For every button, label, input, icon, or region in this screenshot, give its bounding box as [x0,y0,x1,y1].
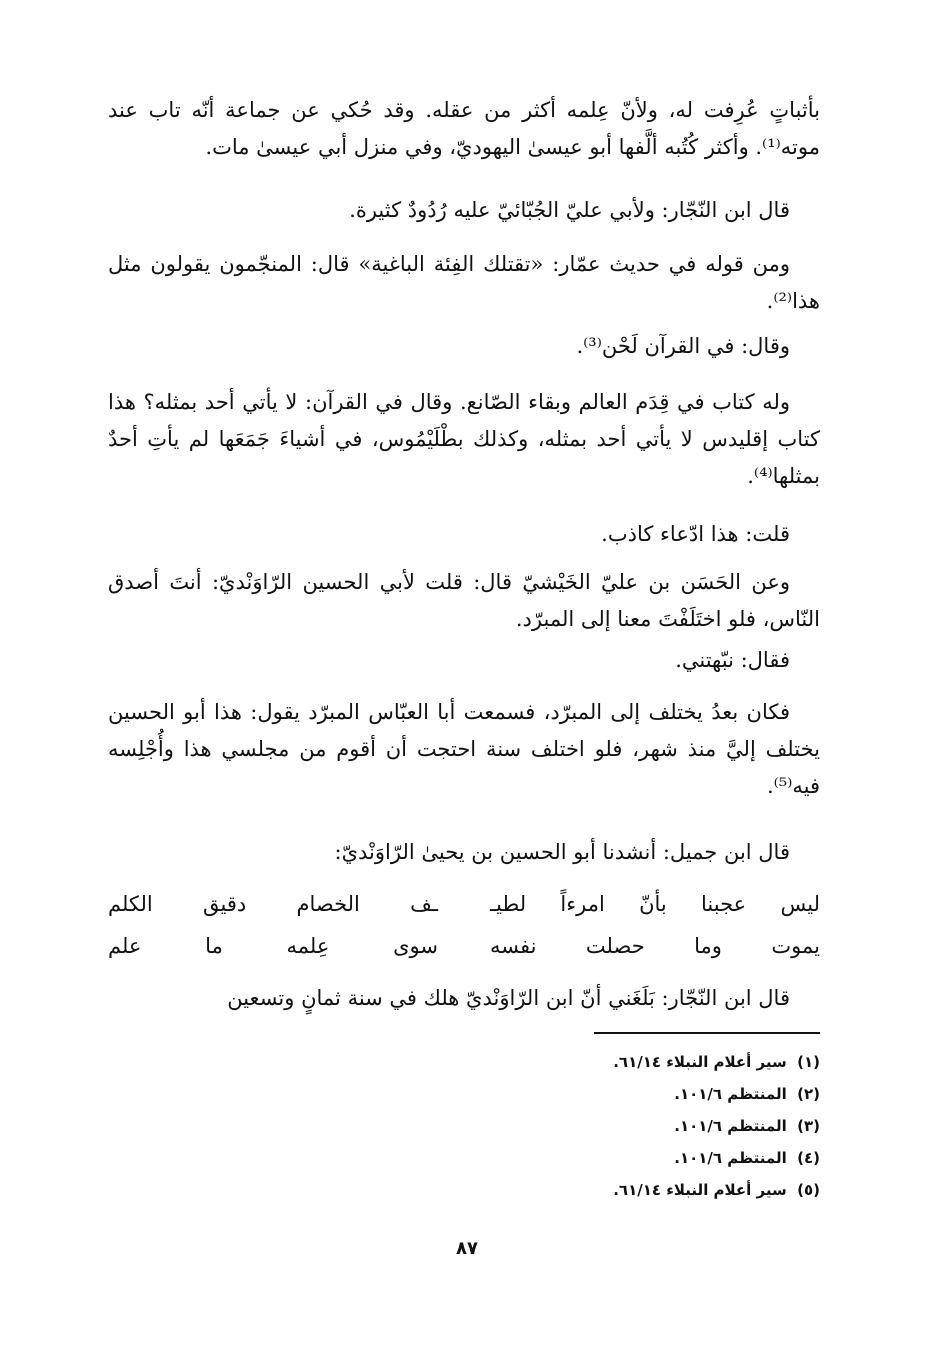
page-number: ٨٧ [456,1238,478,1259]
footnote-number: (٤) [797,1149,820,1167]
paragraph [108,384,820,495]
paragraph-text: قال ابن النّجّار: بَلَغَني أنّ ابن الرّاوَنْديّ هلك في سنة ثمانٍ وتسعين [227,986,790,1010]
paragraph [108,834,820,871]
footnote [420,1046,820,1078]
paragraph-text: قال ابن النّجّار: ولأبي عليّ الجُبّائيّ عليه رُدُودٌ كثيرة. [349,198,790,222]
verse-first-hemistich: ليس عجبنا بأنّ امرءاً لطيـ [490,892,820,916]
footnote-number: (١) [797,1053,820,1071]
footnote-number: (٢) [797,1085,820,1103]
verse-second-hemistich: سوى عِلمه ما علم [108,934,438,958]
paragraph [108,564,820,638]
paragraph-text: وعن الحَسَن بن عليّ الخَيْشيّ قال: قلت لأبي الحسين الرّاوَنْديّ: أنتَ أصدق النّاس، فلو اختَلَفْتَ معنا إلى المبرّد. [108,570,820,631]
footnotes [420,1046,820,1206]
paragraph-text: ومن قوله في حديث عمّار: «تقتلك الفِئة الباغية» قال: المنجّمون يقولون مثل هذا⁽²⁾. [108,252,820,313]
footnote [420,1142,820,1174]
paragraph-text: فكان بعدُ يختلف إلى المبرّد، فسمعت أبا العبّاس المبرّد يقول: هذا أبو الحسين يختلف إليَّ منذ شهر، فلو اختلف سنة احتجت أن أقوم من مجلسي هذا وأُجْلِسه فيه⁽⁵⁾. [108,700,820,798]
footnote [420,1110,820,1142]
footnote [420,1174,820,1206]
poem-verse [108,928,820,965]
paragraph [108,328,820,365]
paragraph [108,516,820,553]
footnote-text: المنتظم ١٠١/٦. [674,1149,787,1167]
paragraph-text: وقال: في القرآن لَحْن⁽³⁾. [576,334,790,358]
footnote-number: (٣) [797,1117,820,1135]
paragraph-text: فقال: نبّهتني. [675,648,790,672]
footnote [420,1078,820,1110]
paragraph [108,192,820,229]
paragraph-text: قلت: هذا ادّعاء كاذب. [601,522,790,546]
footnote-number: (٥) [797,1181,820,1199]
paragraph [108,642,820,679]
paragraph-text: بأثباتٍ عُرِفت له، ولأنّ عِلمه أكثر من عقله. وقد حُكي عن جماعة أنّه تاب عند موته⁽¹⁾. وأكثر كُتُبه ألَّفها أبو عيسىٰ اليهوديّ، وفي منزل أبي عيسىٰ مات. [108,98,820,159]
footnote-text: سير أعلام النبلاء ٦١/١٤. [613,1053,787,1071]
footnote-text: المنتظم ١٠١/٦. [674,1117,787,1135]
paragraph [108,92,820,166]
poem-verse [108,886,820,923]
footnote-text: سير أعلام النبلاء ٦١/١٤. [613,1181,787,1199]
footnote-text: المنتظم ١٠١/٦. [674,1085,787,1103]
verse-second-hemistich: ـف الخصام دقيق الكلم [108,892,438,916]
paragraph [108,694,820,805]
footnote-divider [594,1032,820,1034]
verse-first-hemistich: يموت وما حصلت نفسه [490,934,820,958]
paragraph [108,980,820,1017]
paragraph [108,246,820,320]
paragraph-text: قال ابن جميل: أنشدنا أبو الحسين بن يحيىٰ الرّاوَنْديّ: [334,840,790,864]
paragraph-text: وله كتاب في قِدَم العالم وبقاء الصّانع. وقال في القرآن: لا يأتي أحد بمثله؟ هذا كتاب إقليدس لا يأتي أحد بمثله، وكذلك بطْلَيْمُوس، في أشياءَ جَمَعَها لم يأتِ أحدٌ بمثلها⁽⁴⁾. [108,390,820,488]
